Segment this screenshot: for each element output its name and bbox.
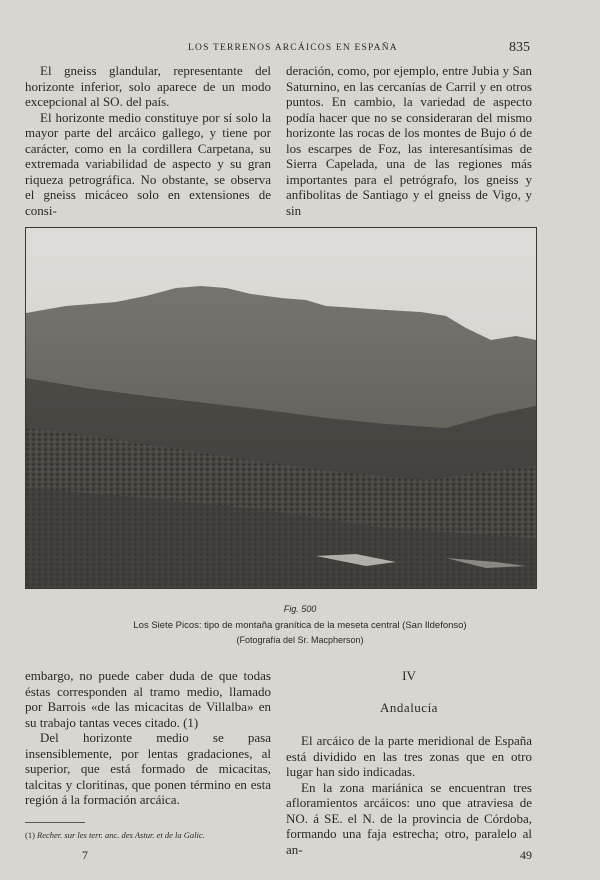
footnote-marker: (1) — [25, 830, 35, 840]
signature-mark-left: 7 — [82, 848, 88, 862]
top-right-column — [286, 63, 532, 218]
page-number: 835 — [509, 40, 530, 55]
footnote — [25, 830, 325, 840]
paragraph: El arcáico de la parte meridional de España está dividido en las tres zonas que en otro lugar han sido indicadas. — [286, 733, 532, 779]
running-title: LOS TERRENOS ARCÁICOS EN ESPAÑA — [188, 43, 398, 53]
footnote-divider — [25, 822, 85, 823]
paragraph: En la zona mariánica se encuentran tres afloramientos arcáicos: uno que atraviesa de NO. á SE. el N. de la provincia de Córdoba, formando una faja estrecha; otro, paralelo al an- — [286, 779, 532, 857]
paragraph: embargo, no puede caber duda de que todas éstas corresponden al tramo medio, llamado por Barrois «de las micacitas de Villalba» en su trabajo tantas veces citado. (1) — [25, 668, 271, 730]
footnote-text: Recher. sur les terr. anc. des Astur. et de la Galic. — [37, 830, 205, 840]
signature-mark-right: 49 — [520, 848, 532, 862]
figure-label: Fig. 500 — [283, 604, 317, 614]
page-header — [0, 40, 600, 60]
section-title: Andalucía — [380, 699, 438, 715]
top-left-column — [25, 63, 271, 218]
mountain-photo-illustration — [26, 228, 536, 588]
paragraph: Del horizonte medio se pasa insensiblemente, por lentas gradaciones, al superior, que está formado de micacitas, talcitas y cloritinas, que ponen término en esta región á la formación arcáica. — [25, 730, 271, 807]
paragraph: deración, como, por ejemplo, entre Jubia y San Saturnino, en las cercanías de Carril y en otros puntos. En cambio, la variedad de aspecto podía hacer que no se consideraran del mismo horizonte las rocas de los montes de Bujo ó de los escarpes de Foz, las interesantísimas de Sierra Capelada, una de las regiones más importantes para el petrógrafo, los gneiss y anfibolitas de Santiago y el gneiss de Vigo, y sin — [286, 63, 532, 218]
section-number: IV — [402, 668, 416, 683]
bottom-right-column — [286, 668, 532, 857]
figure-caption: Los Siete Picos: tipo de montaña granítica de la meseta central (San Ildefonso) — [133, 620, 467, 631]
paragraph: El gneiss glandular, representante del horizonte inferior, solo aparece de un modo excepcional al SO. del país. — [25, 63, 271, 109]
paragraph: El horizonte medio constituye por sí solo la mayor parte del arcáico gallego, y tiene por carácter, como en la cordillera Carpetana, su extremada variabilidad de aspecto y su gran riqueza petrográfica. No obstante, se observa el gneiss micáceo solo en extensiones de consi- — [25, 109, 271, 218]
figure-credit: (Fotografía del Sr. Macpherson) — [236, 635, 364, 645]
bottom-left-column — [25, 668, 271, 808]
landscape-photograph — [25, 227, 537, 589]
